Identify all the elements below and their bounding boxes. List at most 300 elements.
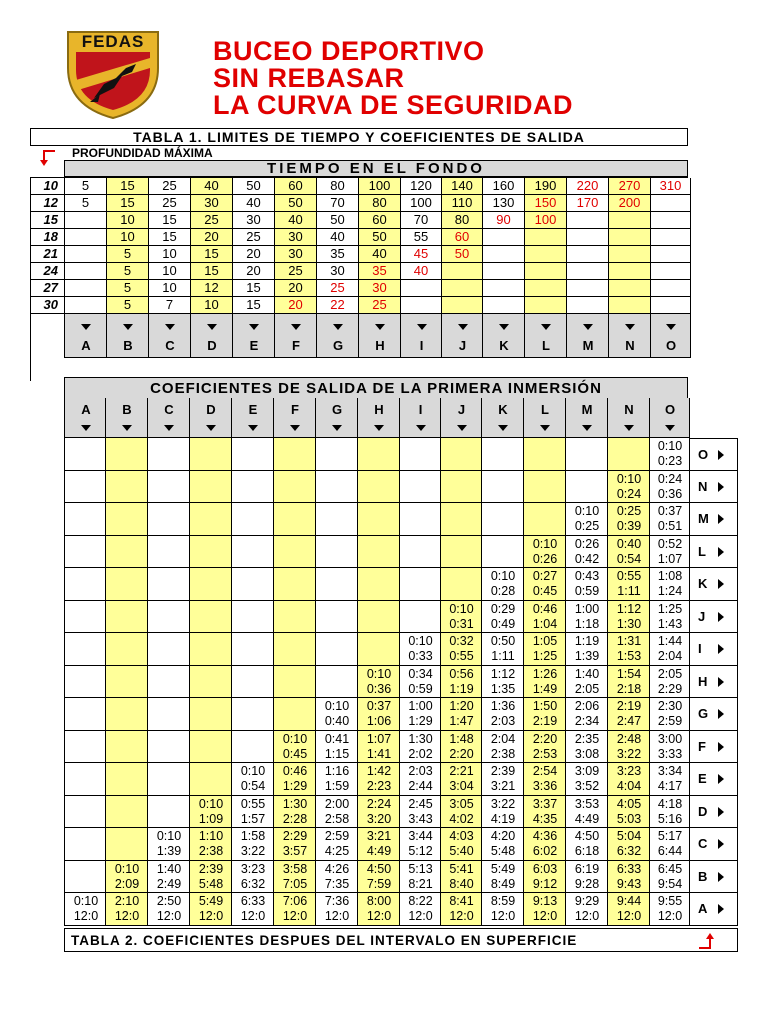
bottom-time-cell: 70 [401,212,442,229]
empty-cell [524,503,566,536]
interval-min: 0:10 [532,536,558,551]
interval-max: 0:45 [282,746,308,761]
interval-max: 3:08 [574,746,600,761]
interval-cell [482,568,524,601]
title-line-2: SIN REBASAR [213,63,405,93]
coef-letter: H [374,402,384,417]
empty-cell [441,568,482,601]
empty-cell [148,438,190,471]
interval-min: 3:22 [490,796,516,811]
empty-cell [190,568,232,601]
interval-max: 2:09 [114,876,140,891]
interval-min: 3:23 [616,764,642,778]
interval-max: 12:0 [408,909,433,923]
interval-min: 2:29 [282,829,308,843]
bottom-time-cell: 20 [275,297,317,314]
empty-cell [148,796,190,829]
empty-cell [190,666,232,699]
interval-max: 4:35 [532,811,558,826]
interval-cell [566,828,608,861]
interval-max: 3:52 [574,779,600,793]
interval-cell [190,828,232,861]
interval-cell [441,666,482,699]
empty-cell [274,438,316,471]
interval-max: 3:22 [240,844,266,858]
new-group-letter: I [698,641,702,656]
bottom-time-cell [442,263,483,280]
interval-min: 0:55 [240,796,266,811]
interval-max: 6:32 [240,876,266,891]
interval-max: 0:28 [490,584,516,598]
bottom-time-cell: 15 [149,212,191,229]
bottom-time-cell [525,263,567,280]
coef-letter: M [581,402,593,417]
interval-min: 1:20 [449,699,474,713]
interval-max: 2:58 [324,811,350,826]
interval-min: 3:09 [574,764,600,778]
table2-title: TABLA 2. COEFICIENTES DESPUES DEL INTERVALO EN SUPERFICIE [71,933,578,948]
empty-cell [316,601,358,634]
bottom-time-cell: 100 [401,195,442,212]
bottom-time-cell: 25 [149,178,191,195]
interval-cell [441,698,482,731]
right-arrow-icon [718,514,724,524]
interval-cell [608,471,650,504]
bottom-time-cell [651,297,691,314]
bottom-time-cell [525,297,567,314]
surface-interval-table [64,398,738,930]
bottom-time-cell: 15 [191,246,233,263]
coef-letter: J [457,402,466,417]
empty-cell [232,633,274,666]
interval-min: 1:40 [156,861,182,876]
interval-cell [650,666,690,699]
interval-min: 2:54 [532,764,558,778]
empty-cell [148,763,190,796]
bottom-time-cell: 25 [191,212,233,229]
interval-min: 2:00 [324,796,350,811]
interval-max: 7:59 [366,876,392,891]
down-arrow-icon [375,324,385,330]
interval-min: 0:10 [198,796,224,811]
new-group-cell [690,568,738,601]
interval-max: 9:12 [532,876,558,891]
bottom-time-cell: 30 [275,229,317,246]
interval-max: 0:54 [616,551,642,566]
bottom-time-cell [609,263,651,280]
coef-letter: D [206,402,216,417]
interval-cell [232,893,274,926]
down-arrow-icon [164,425,174,431]
down-arrow-icon [248,425,258,431]
empty-cell [358,633,400,666]
interval-cell [274,861,316,894]
group-letter: E [249,338,259,353]
interval-cell [274,796,316,829]
interval-min: 2:59 [324,829,350,843]
interval-max: 2:18 [616,681,642,696]
interval-cell [441,763,482,796]
right-arrow-icon [718,450,724,460]
interval-min: 1:58 [240,829,266,843]
empty-cell [316,471,358,504]
interval-min: 0:52 [657,536,683,551]
interval-cell [524,601,566,634]
new-group-cell [690,536,738,569]
new-group-letter: L [698,543,706,559]
bottom-time-cell: 10 [149,280,191,297]
empty-cell [316,633,358,666]
interval-min: 8:00 [366,894,392,908]
interval-min: 0:10 [156,829,182,843]
interval-min: 6:45 [657,861,683,876]
down-arrow-icon [458,324,468,330]
interval-max: 1:57 [240,811,266,826]
interval-max: 3:04 [449,779,474,793]
interval-min: 6:33 [616,861,642,876]
interval-cell [274,731,316,764]
empty-cell [232,438,274,471]
interval-max: 1:35 [490,681,516,696]
empty-cell [106,731,148,764]
down-arrow-icon [332,425,342,431]
new-group-letter: D [698,803,708,819]
interval-min: 1:30 [408,731,433,746]
interval-cell [482,828,524,861]
interval-min: 2:50 [156,894,182,908]
interval-min: 1:19 [574,634,600,648]
interval-min: 0:41 [324,731,350,746]
interval-min: 1:05 [532,634,558,648]
interval-max: 0:51 [657,519,683,533]
interval-max: 0:54 [240,779,266,793]
interval-cell [608,503,650,536]
new-group-letter: J [698,608,706,624]
empty-cell [148,471,190,504]
interval-cell [482,698,524,731]
new-group-letter: B [698,868,708,884]
down-arrow-icon [333,324,343,330]
interval-min: 3:53 [574,796,600,811]
interval-min: 2:04 [490,731,516,746]
bottom-time-cell [65,229,107,246]
right-arrow-icon [718,742,724,752]
interval-cell [482,731,524,764]
new-group-letter: E [698,771,707,786]
interval-min: 0:26 [574,536,600,551]
interval-min: 0:10 [449,601,474,616]
interval-max: 0:59 [574,584,600,598]
interval-max: 1:39 [156,844,182,858]
interval-cell [566,568,608,601]
interval-max: 12:0 [156,909,182,923]
group-letter-cell [483,314,525,358]
empty-cell [316,536,358,569]
interval-min: 0:27 [532,569,558,583]
interval-max: 12:0 [657,909,683,923]
new-group-cell [690,698,738,731]
bottom-time-cell: 5 [107,280,149,297]
new-group-cell [690,828,738,861]
interval-min: 1:48 [449,731,474,746]
interval-cell [566,633,608,666]
interval-max: 5:03 [616,811,642,826]
interval-min: 1:36 [490,699,516,713]
empty-cell [148,568,190,601]
bottom-time-cell: 40 [191,178,233,195]
down-arrow-icon [81,425,91,431]
empty-cell [358,601,400,634]
interval-cell [650,828,690,861]
interval-max: 12:0 [366,909,392,923]
table1-title-bar [30,128,688,146]
interval-cell [566,536,608,569]
bottom-time-cell [483,280,525,297]
interval-min: 2:48 [616,731,642,746]
interval-max: 1:29 [408,714,433,728]
interval-min: 4:26 [324,861,350,876]
interval-cell [482,796,524,829]
new-group-letter: C [698,836,708,851]
empty-cell [106,698,148,731]
empty-cell [106,828,148,861]
new-group-letter: N [698,478,708,494]
interval-max: 4:25 [324,844,350,858]
bottom-time-cell [483,229,525,246]
bottom-time-cell: 50 [233,178,275,195]
bottom-time-cell: 60 [275,178,317,195]
interval-min: 3:05 [449,796,474,811]
empty-cell [232,568,274,601]
right-arrow-icon [718,807,724,817]
new-group-cell [690,471,738,504]
interval-max: 1:49 [532,681,558,696]
interval-cell [358,796,400,829]
interval-cell [148,828,190,861]
group-letter: I [419,338,424,353]
interval-min: 0:24 [657,471,683,486]
bottom-time-cell: 70 [317,195,359,212]
interval-cell [441,828,482,861]
interval-min: 0:10 [574,504,600,518]
empty-cell [274,503,316,536]
coef-letter: O [664,402,676,417]
interval-max: 2:44 [408,779,433,793]
empty-cell [190,633,232,666]
empty-cell [106,471,148,504]
empty-cell [524,438,566,471]
interval-min: 0:10 [490,569,516,583]
empty-cell [400,471,441,504]
interval-min: 9:44 [616,894,642,908]
bottom-time-cell: 80 [317,178,359,195]
interval-cell [482,666,524,699]
interval-cell [650,633,690,666]
interval-min: 0:25 [616,504,642,518]
empty-cell [232,666,274,699]
interval-cell [232,796,274,829]
interval-max: 3:43 [408,811,433,826]
empty-cell [190,763,232,796]
interval-max: 2:05 [574,681,600,696]
bottom-time-cell: 170 [567,195,609,212]
interval-min: 0:55 [616,569,642,583]
interval-cell [482,893,524,926]
interval-min: 1:16 [324,764,350,778]
interval-cell [650,731,690,764]
empty-cell [274,633,316,666]
interval-cell [524,893,566,926]
bottom-time-header [64,160,688,177]
coef-letter-cell [316,398,358,438]
interval-max: 5:40 [449,844,474,858]
interval-min: 0:32 [449,634,474,648]
interval-cell [524,796,566,829]
interval-max: 5:12 [408,844,433,858]
interval-min: 5:41 [449,861,474,876]
interval-max: 0:23 [657,454,683,468]
right-arrow-icon [718,774,724,784]
bottom-time-cell [651,195,691,212]
empty-cell [190,731,232,764]
interval-min: 3:00 [657,731,683,746]
down-arrow-icon [498,425,508,431]
down-arrow-icon [249,324,259,330]
empty-cell [608,438,650,471]
bottom-time-cell: 40 [359,246,401,263]
interval-cell [232,763,274,796]
interval-cell [64,893,106,926]
empty-cell [274,471,316,504]
interval-cell [358,666,400,699]
bottom-time-cell: 140 [442,178,483,195]
right-arrow-icon [718,579,724,589]
empty-cell [64,828,106,861]
interval-max: 0:40 [324,714,350,728]
interval-max: 4:02 [449,811,474,826]
interval-min: 1:00 [574,601,600,616]
bottom-time-cell [442,297,483,314]
interval-max: 0:31 [449,616,474,631]
bottom-time-cell [525,280,567,297]
empty-cell [232,536,274,569]
bottom-time-cell: 10 [149,263,191,280]
interval-cell [190,861,232,894]
interval-cell [566,503,608,536]
interval-max: 4:17 [657,779,683,793]
interval-min: 0:29 [490,601,516,616]
interval-max: 2:49 [156,876,182,891]
empty-cell [64,666,106,699]
bottom-time-cell [609,297,651,314]
down-arrow-icon [541,324,551,330]
fedas-logo [64,28,162,120]
coef-letter: L [541,402,549,417]
empty-cell [232,471,274,504]
empty-cell [358,471,400,504]
interval-max: 6:32 [616,844,642,858]
interval-min: 0:46 [532,601,558,616]
interval-max: 2:29 [657,681,683,696]
bottom-time-cell [609,212,651,229]
bottom-time-cell [609,229,651,246]
new-group-letter: K [698,576,708,591]
interval-cell [441,601,482,634]
interval-cell [524,633,566,666]
title-line-1: BUCEO DEPORTIVO [213,36,485,66]
empty-cell [148,666,190,699]
down-arrow-icon [122,425,132,431]
interval-cell [400,828,441,861]
interval-min: 4:50 [574,829,600,843]
interval-cell [274,763,316,796]
right-arrow-icon [718,904,724,914]
new-group-cell [690,731,738,764]
interval-min: 1:26 [532,666,558,681]
interval-min: 3:23 [240,861,266,876]
empty-cell [524,471,566,504]
group-letter-cell [65,314,107,358]
bottom-time-cell: 15 [233,280,275,297]
bottom-time-cell: 7 [149,297,191,314]
interval-max: 12:0 [324,909,350,923]
interval-max: 12:0 [282,909,308,923]
interval-cell [358,893,400,926]
bottom-time-cell [65,280,107,297]
interval-min: 3:34 [657,764,683,778]
bottom-time-cell: 220 [567,178,609,195]
coef-letter-cell [64,398,106,438]
interval-min: 5:49 [198,894,224,908]
interval-min: 2:39 [198,861,224,876]
interval-min: 6:03 [532,861,558,876]
group-letter: N [625,338,635,353]
interval-cell [106,893,148,926]
interval-min: 1:25 [657,601,683,616]
interval-cell [482,861,524,894]
new-group-cell [690,666,738,699]
empty-cell [232,503,274,536]
bottom-time-cell [567,263,609,280]
depth-cell: 15 [31,212,65,229]
interval-cell [232,861,274,894]
interval-cell [608,698,650,731]
group-letter-cell [442,314,483,358]
interval-cell [316,796,358,829]
empty-cell [190,471,232,504]
bottom-time-cell [525,229,567,246]
bottom-time-cell: 30 [359,280,401,297]
bottom-time-cell: 25 [275,263,317,280]
interval-cell [274,893,316,926]
coef-letter: E [248,402,258,417]
empty-cell [148,698,190,731]
interval-max: 1:25 [532,649,558,663]
interval-max: 5:48 [198,876,224,891]
interval-max: 2:28 [282,811,308,826]
interval-max: 4:49 [366,844,392,858]
new-group-cell [690,763,738,796]
empty-cell [441,438,482,471]
interval-cell [400,893,441,926]
interval-max: 9:28 [574,876,600,891]
interval-cell [400,666,441,699]
empty-cell [64,471,106,504]
empty-cell [106,763,148,796]
bottom-time-cell: 80 [359,195,401,212]
group-letter: A [81,338,91,353]
interval-max: 1:41 [366,746,392,761]
